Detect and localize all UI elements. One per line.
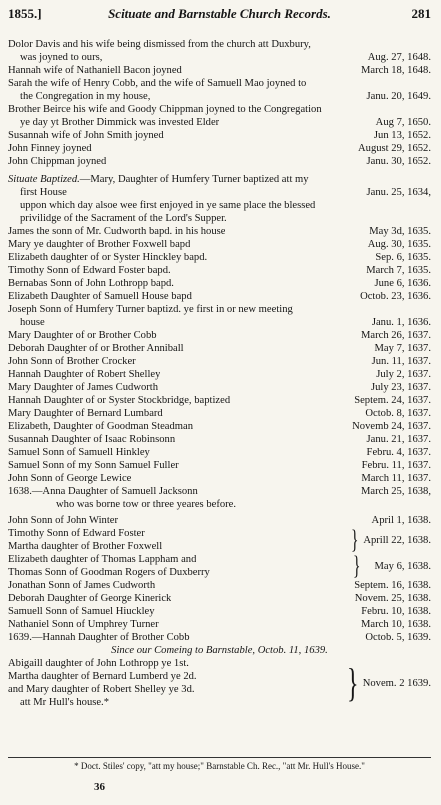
record-entry — [8, 553, 351, 566]
record-entry — [8, 446, 431, 459]
record-date: Febru. 11, 1637. — [361, 460, 431, 471]
record-text: first House — [20, 187, 67, 198]
record-date: March 25, 1638, — [360, 486, 431, 497]
header-title: Scituate and Barnstable Church Records. — [108, 6, 331, 21]
record-entry — [8, 77, 431, 90]
record-date: Novem. 2 1639. — [362, 677, 431, 689]
record-text: James the sonn of Mr. Cudworth bapd. in his house — [8, 226, 226, 237]
record-text: Thomas Sonn of Goodman Rogers of Duxberry — [8, 567, 210, 578]
record-entry — [8, 540, 179, 553]
record-text: Hannah Daughter of or Syster Stockbridge, baptized — [8, 395, 231, 406]
record-text: Elizabeth Daughter of Samuell House bapd — [8, 291, 192, 302]
record-entry — [8, 225, 431, 238]
record-entry — [8, 514, 431, 527]
record-date: Jun 13, 1652. — [373, 130, 431, 141]
record-entry — [8, 355, 431, 368]
record-entry — [8, 618, 431, 631]
record-date: Aug. 27, 1648. — [367, 52, 431, 63]
record-text: Jonathan Sonn of James Cudworth — [8, 580, 156, 591]
record-group — [8, 527, 431, 553]
record-text: privilidge of the Sacrament of the Lord's Supper. — [20, 213, 227, 224]
record-entry — [8, 472, 431, 485]
record-text: Samuel Sonn of my Sonn Samuel Fuller — [8, 460, 179, 471]
record-entry — [8, 498, 431, 511]
record-text: Abigaill daughter of John Lothropp ye 1st. — [8, 658, 189, 669]
record-entry — [8, 303, 431, 316]
record-entry — [8, 277, 431, 290]
record-text: Dolor Davis and his wife being dismissed from the church att Duxbury, — [8, 39, 311, 50]
running-header — [8, 6, 431, 24]
record-text: Susannah wife of John Smith joyned — [8, 130, 164, 141]
record-date: March 26, 1637. — [360, 330, 431, 341]
record-date: Novemb 24, 1637. — [352, 421, 431, 432]
record-date: Jun. 11, 1637. — [371, 356, 431, 367]
record-date: Janu. 1, 1636. — [371, 317, 431, 328]
record-date: March 18, 1648. — [360, 65, 431, 76]
record-text: Samuel Sonn of Samuell Hinkley — [8, 447, 150, 458]
record-date: Octob. 5, 1639. — [365, 632, 431, 643]
brace-icon: } — [351, 525, 359, 554]
record-entry — [8, 238, 431, 251]
record-entry — [8, 186, 431, 199]
brace-icon: } — [346, 660, 359, 705]
record-entry — [8, 579, 431, 592]
record-entry — [8, 696, 345, 709]
record-text: Bernabas Sonn of John Lothropp bapd. — [8, 278, 174, 289]
record-date: Novem. 25, 1638. — [354, 593, 431, 604]
record-text: Timothy Sonn of Edward Foster — [8, 528, 145, 539]
record-text: uppon which day alsoe wee first enjoyed in ye same place the blessed — [20, 200, 316, 211]
barnstable-heading — [8, 644, 431, 657]
section-heading: Since our Comeing to Barnstable, Octob. 11, 1639. — [111, 645, 328, 656]
record-entry — [8, 116, 431, 129]
record-entry — [8, 142, 431, 155]
record-entry — [8, 90, 431, 103]
record-entry — [8, 631, 431, 644]
record-entry — [8, 527, 179, 540]
record-entry — [8, 51, 431, 64]
record-text: Deborah Daughter of George Kinerick — [8, 593, 172, 604]
record-entry — [8, 605, 431, 618]
record-entry — [8, 459, 431, 472]
record-text: ye day yt Brother Dimmick was invested Elder — [20, 117, 220, 128]
record-text: Mary Daughter of or Brother Cobb — [8, 330, 157, 341]
record-text: who was borne tow or three yeares before. — [56, 499, 237, 510]
record-date: Septem. 24, 1637. — [354, 395, 431, 406]
record-text: John Sonn of Brother Crocker — [8, 356, 136, 367]
record-text: Susannah Daughter of Isaac Robinsonn — [8, 434, 176, 445]
record-entry — [8, 485, 431, 498]
section-label: Situate Baptized. — [8, 174, 80, 185]
record-text: 1638.—Anna Daughter of Samuell Jacksonn — [8, 486, 198, 497]
record-entry — [8, 316, 431, 329]
record-entry — [8, 212, 431, 225]
record-text: John Sonn of John Winter — [8, 515, 119, 526]
record-text: the Congregation in my house, — [20, 91, 151, 102]
record-entry — [8, 103, 431, 116]
record-text: John Chippman joyned — [8, 156, 107, 167]
record-date: July 23, 1637. — [370, 382, 431, 393]
baptized-intro — [8, 173, 431, 186]
record-date: June 6, 1636. — [374, 278, 431, 289]
record-text: Nathaniel Sonn of Umphrey Turner — [8, 619, 159, 630]
record-date: Septem. 16, 1638. — [354, 580, 431, 591]
record-date: July 2, 1637. — [376, 369, 431, 380]
record-text: Deborah Daughter of or Brother Anniball — [8, 343, 184, 354]
record-entry — [8, 129, 431, 142]
record-date: Octob. 8, 1637. — [365, 408, 431, 419]
signature-mark: 36 — [94, 781, 105, 793]
record-entry — [8, 199, 431, 212]
record-entry — [8, 657, 345, 670]
page-number: 281 — [411, 6, 431, 21]
record-date: Sep. 6, 1635. — [375, 252, 431, 263]
record-entry — [8, 420, 431, 433]
record-entry — [8, 381, 431, 394]
record-entry — [8, 342, 431, 355]
record-entry — [8, 38, 431, 51]
record-text: Martha daughter of Bernard Lumberd ye 2d. — [8, 671, 197, 682]
record-date: Janu. 30, 1652. — [366, 156, 431, 167]
record-entry — [8, 566, 351, 579]
record-entry — [8, 64, 431, 77]
record-date: Febru. 4, 1637. — [366, 447, 431, 458]
record-date: March 7, 1635. — [366, 265, 431, 276]
record-date: Aprill 22, 1638. — [363, 534, 431, 546]
record-entry — [8, 407, 431, 420]
record-date: May 7, 1637. — [374, 343, 431, 354]
record-text: —Mary, Daughter of Humfery Turner baptized att my — [79, 174, 309, 185]
record-text: house — [20, 317, 45, 328]
header-year: 1855.] — [8, 6, 42, 21]
record-date: May 3d, 1635. — [369, 226, 431, 237]
record-text: was joyned to ours, — [20, 52, 103, 63]
record-date: Febru. 10, 1638. — [361, 606, 431, 617]
record-date: Janu. 21, 1637. — [366, 434, 431, 445]
record-date: August 29, 1652. — [358, 143, 431, 154]
record-text: Hannah Daughter of Robert Shelley — [8, 369, 161, 380]
record-date: Janu. 20, 1649. — [366, 91, 431, 102]
record-text: Elizabeth, Daughter of Goodman Steadman — [8, 421, 194, 432]
record-text: Joseph Sonn of Humfery Turner baptizd. ye first in or new meeting — [8, 304, 293, 315]
record-text: Samuell Sonn of Samuel Hiuckley — [8, 606, 155, 617]
record-text: John Sonn of George Lewice — [8, 473, 132, 484]
record-text: John Finney joyned — [8, 143, 92, 154]
record-text: and Mary daughter of Robert Shelley ye 3d. — [8, 684, 195, 695]
record-text: Mary Daughter of James Cudworth — [8, 382, 159, 393]
record-text: Martha daughter of Brother Foxwell — [8, 541, 163, 552]
records-body — [8, 38, 431, 709]
record-entry — [8, 368, 431, 381]
record-date: Janu. 25, 1634, — [366, 187, 431, 198]
record-entry — [8, 683, 345, 696]
footnote-rule — [8, 757, 431, 758]
record-text: att Mr Hull's house.* — [20, 697, 110, 708]
record-entry — [8, 290, 431, 303]
record-date: March 10, 1638. — [360, 619, 431, 630]
record-entry — [8, 433, 431, 446]
record-date: Aug. 30, 1635. — [367, 239, 431, 250]
record-entry — [8, 155, 431, 168]
record-entry — [8, 251, 431, 264]
record-date: March 11, 1637. — [361, 473, 431, 484]
record-group — [8, 553, 431, 579]
record-text: Sarah the wife of Henry Cobb, and the wife of Samuell Mao joyned to — [8, 78, 307, 89]
record-entry — [8, 264, 431, 277]
record-entry — [8, 670, 345, 683]
record-entry — [8, 329, 431, 342]
record-text: Elizabeth daughter of or Syster Hinckley bapd. — [8, 252, 208, 263]
footnote: * Doct. Stiles' copy, "att my house;" Barnstable Ch. Rec., "att Mr. Hull's House." — [74, 761, 365, 771]
record-group — [8, 657, 431, 709]
record-entry — [8, 592, 431, 605]
record-text: Mary ye daughter of Brother Foxwell bapd — [8, 239, 191, 250]
record-date: April 1, 1638. — [371, 515, 431, 526]
record-text: Elizabeth daughter of Thomas Lappham and — [8, 554, 197, 565]
record-date: Octob. 23, 1636. — [360, 291, 431, 302]
record-text: Brother Beirce his wife and Goody Chippman joyned to the Congregation — [8, 104, 322, 115]
record-text: 1639.—Hannah Daughter of Brother Cobb — [8, 632, 190, 643]
record-text: Mary Daughter of Bernard Lumbard — [8, 408, 163, 419]
record-entry — [8, 394, 431, 407]
record-text: Timothy Sonn of Edward Foster bapd. — [8, 265, 171, 276]
record-date: Aug 7, 1650. — [375, 117, 431, 128]
record-date: May 6, 1638. — [374, 560, 431, 572]
record-text: Hannah wife of Nathaniell Bacon joyned — [8, 65, 182, 76]
brace-icon: } — [352, 551, 360, 580]
